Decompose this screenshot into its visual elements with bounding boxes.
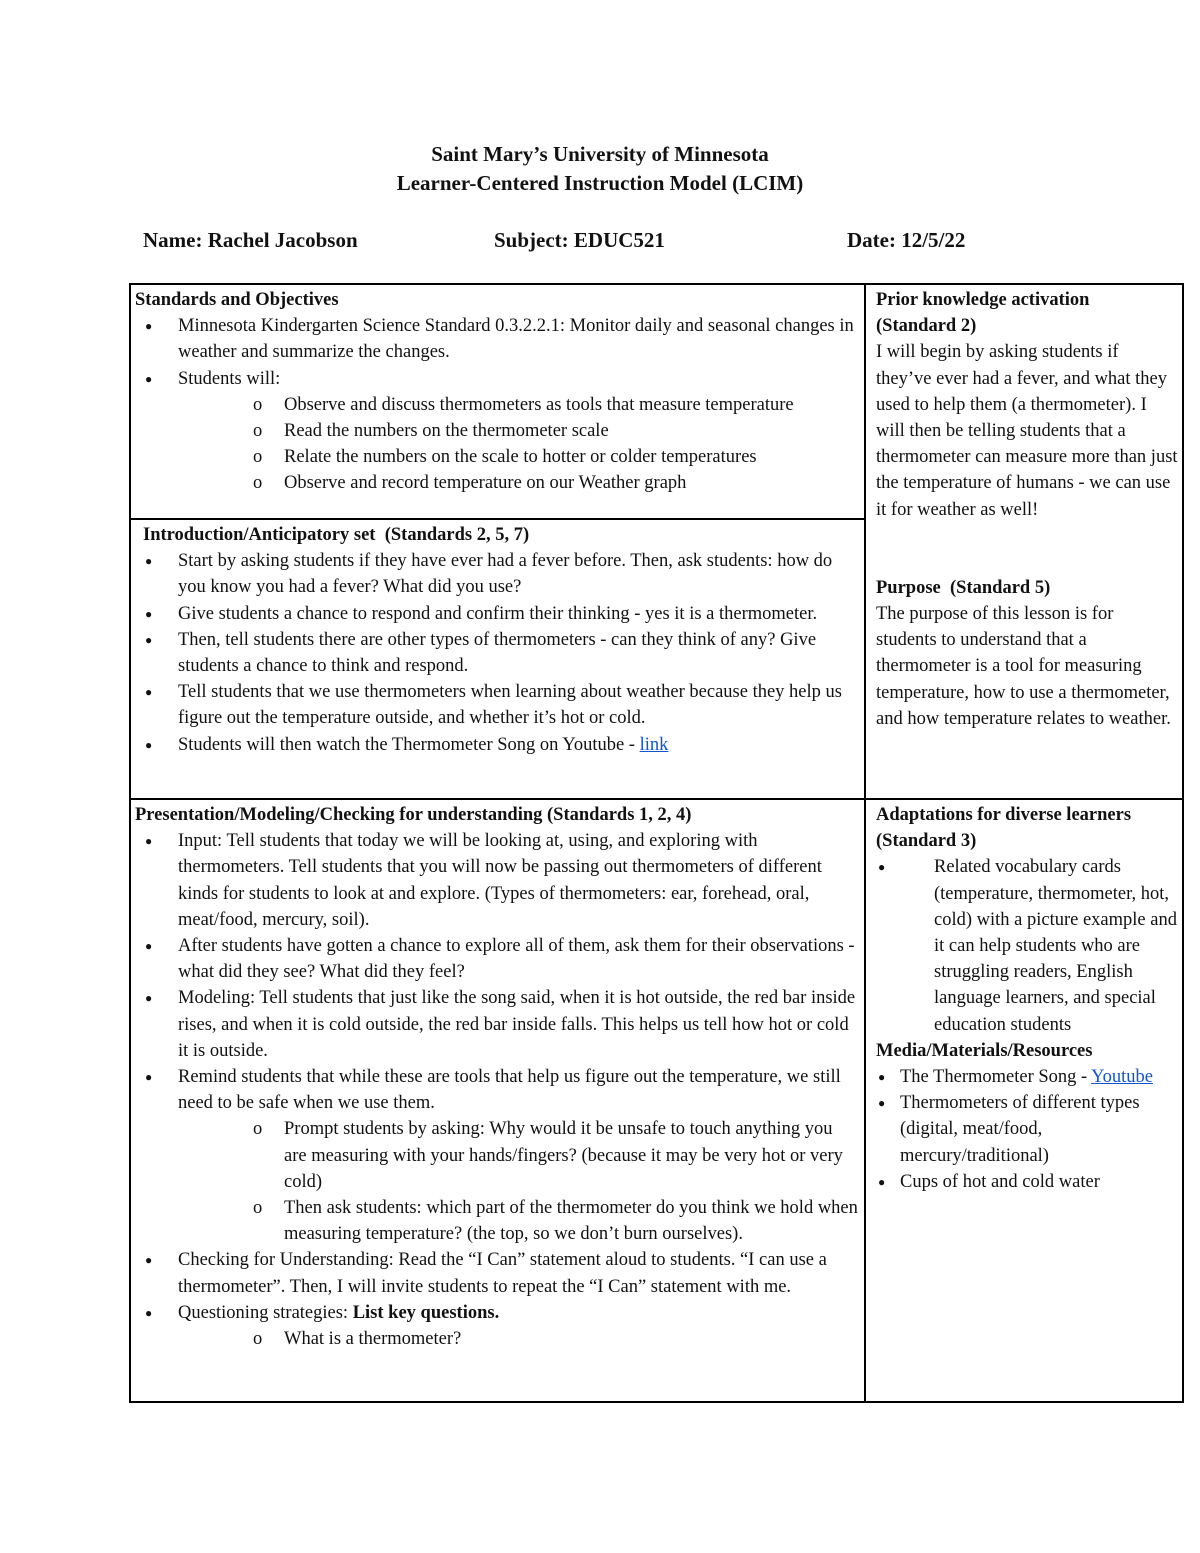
sub-list-item: o Then ask students: which part of the thermometer do you think we hold when measuring temperature? (the top, so we don’t burn ourselves). <box>135 1195 858 1247</box>
list-item: ● Then, tell students there are other types of thermometers - can they think of any? Give students a chance to think and respond. <box>135 627 858 679</box>
key-questions-label: List key questions. <box>352 1302 500 1323</box>
sub-list-item: o Prompt students by asking: Why would it be unsafe to touch anything you are measuring with your hands/fingers? (because it may be very hot or very cold) <box>135 1116 858 1195</box>
sub-list-item: o Observe and discuss thermometers as tools that measure temperature <box>135 392 858 418</box>
list-item: ● Cups of hot and cold water <box>876 1169 1178 1195</box>
adaptations-cell <box>864 798 1184 1403</box>
standards-cell <box>129 283 866 520</box>
sub-list-item: o Read the numbers on the thermometer scale <box>135 418 858 444</box>
purpose-standard: (Standard 5) <box>950 577 1051 598</box>
adaptations-list <box>876 854 1178 1037</box>
adaptations-standard: (Standard 3) <box>876 831 977 852</box>
list-item: ● Modeling: Tell students that just like the song said, when it is hot outside, the red bar inside rises, and when it is cold outside, the red bar inside falls. This helps us tell how hot or cold it is outside. <box>135 985 858 1064</box>
introduction-heading-label: Introduction/Anticipatory set <box>143 525 376 545</box>
list-item: ● Remind students that while these are tools that help us figure out the temperature, we still need to be safe when we use them. <box>135 1064 858 1116</box>
prior-knowledge-cell <box>864 283 1184 800</box>
introduction-list <box>135 548 858 758</box>
media-list <box>876 1064 1178 1195</box>
presentation-standards: (Standards 1, 2, 4) <box>547 805 692 825</box>
presentation-list <box>135 828 858 1352</box>
list-item: ● Checking for Understanding: Read the “I Can” statement aloud to students. “I can use a thermometer”. Then, I will invite students to repeat the “I Can” statement with me. <box>135 1247 858 1299</box>
name-field: Name: Rachel Jacobson <box>143 228 358 252</box>
questioning-label: Questioning strategies: <box>178 1302 353 1323</box>
university-title: Saint Mary’s University of Minnesota <box>431 142 769 166</box>
presentation-heading-label: Presentation/Modeling/Checking for understanding <box>135 805 543 825</box>
sub-list-item: o Relate the numbers on the scale to hotter or colder temperatures <box>135 444 858 470</box>
adaptations-heading: Adaptations for diverse learners <box>876 805 1132 825</box>
introduction-heading <box>143 522 858 548</box>
standards-heading: Standards and Objectives <box>135 290 339 310</box>
date-field: Date: 12/5/22 <box>847 228 966 252</box>
presentation-cell <box>129 798 866 1403</box>
song-text: The Thermometer Song - <box>900 1067 1092 1088</box>
list-item: ● Input: Tell students that today we will be looking at, using, and exploring with thermometers. Tell students that you will now be passing out thermometers of different kinds for students to look at and explore. (Types of thermometers: ear, forehead, oral, meat/food, mercury, soil). <box>135 828 858 933</box>
list-item: ● Thermometers of different types (digital, meat/food, mercury/traditional) <box>876 1090 1178 1169</box>
sub-list-item: o What is a thermometer? <box>135 1326 858 1352</box>
list-item: ● Tell students that we use thermometers when learning about weather because they help us figure out the temperature outside, and whether it’s hot or cold. <box>135 679 858 731</box>
list-item: ● Minnesota Kindergarten Science Standard 0.3.2.2.1: Monitor daily and seasonal changes in weather and summarize the changes. <box>135 313 858 365</box>
list-item: ● Students will: <box>135 366 858 392</box>
list-item: ● Related vocabulary cards (temperature, thermometer, hot, cold) with a picture example and it can help students who are struggling readers, English language learners, and special education students <box>876 854 1178 1037</box>
purpose-heading <box>876 575 1178 601</box>
model-title: Learner-Centered Instruction Model (LCIM) <box>396 171 804 195</box>
purpose-text: The purpose of this lesson is for students to understand that a thermometer is a tool for measuring temperature, how to use a thermometer, and how temperature relates to weather. <box>876 604 1171 729</box>
standards-list <box>135 313 858 496</box>
media-heading: Media/Materials/Resources <box>876 1040 1093 1061</box>
list-item: ● Give students a chance to respond and confirm their thinking - yes it is a thermometer. <box>135 601 858 627</box>
youtube-link[interactable]: Youtube <box>1091 1067 1153 1088</box>
sub-list-item: o Observe and record temperature on our Weather graph <box>135 470 858 496</box>
introduction-standards: (Standards 2, 5, 7) <box>384 525 530 545</box>
list-item <box>135 732 858 758</box>
list-item <box>876 1064 1178 1090</box>
list-item <box>135 1300 858 1326</box>
prior-heading: Prior knowledge activation <box>876 290 1090 310</box>
purpose-heading-label: Purpose <box>876 577 941 598</box>
introduction-cell <box>129 518 866 800</box>
presentation-heading <box>135 802 858 828</box>
youtube-song-text: Students will then watch the Thermometer Song on Youtube - <box>178 734 640 755</box>
list-item: ● Start by asking students if they have ever had a fever before. Then, ask students: how do you know you had a fever? What did you use? <box>135 548 858 600</box>
prior-text: I will begin by asking students if they’ve ever had a fever, and what they used to help them (a thermometer). I will then be telling students that a thermometer can measure more than just the temperature of humans - we can use it for weather as well! <box>876 342 1178 520</box>
list-item: ● After students have gotten a chance to explore all of them, ask them for their observations - what did they see? What did they feel? <box>135 933 858 985</box>
subject-field: Subject: EDUC521 <box>494 228 665 252</box>
song-link[interactable]: link <box>639 734 669 755</box>
prior-standard: (Standard 2) <box>876 316 977 337</box>
